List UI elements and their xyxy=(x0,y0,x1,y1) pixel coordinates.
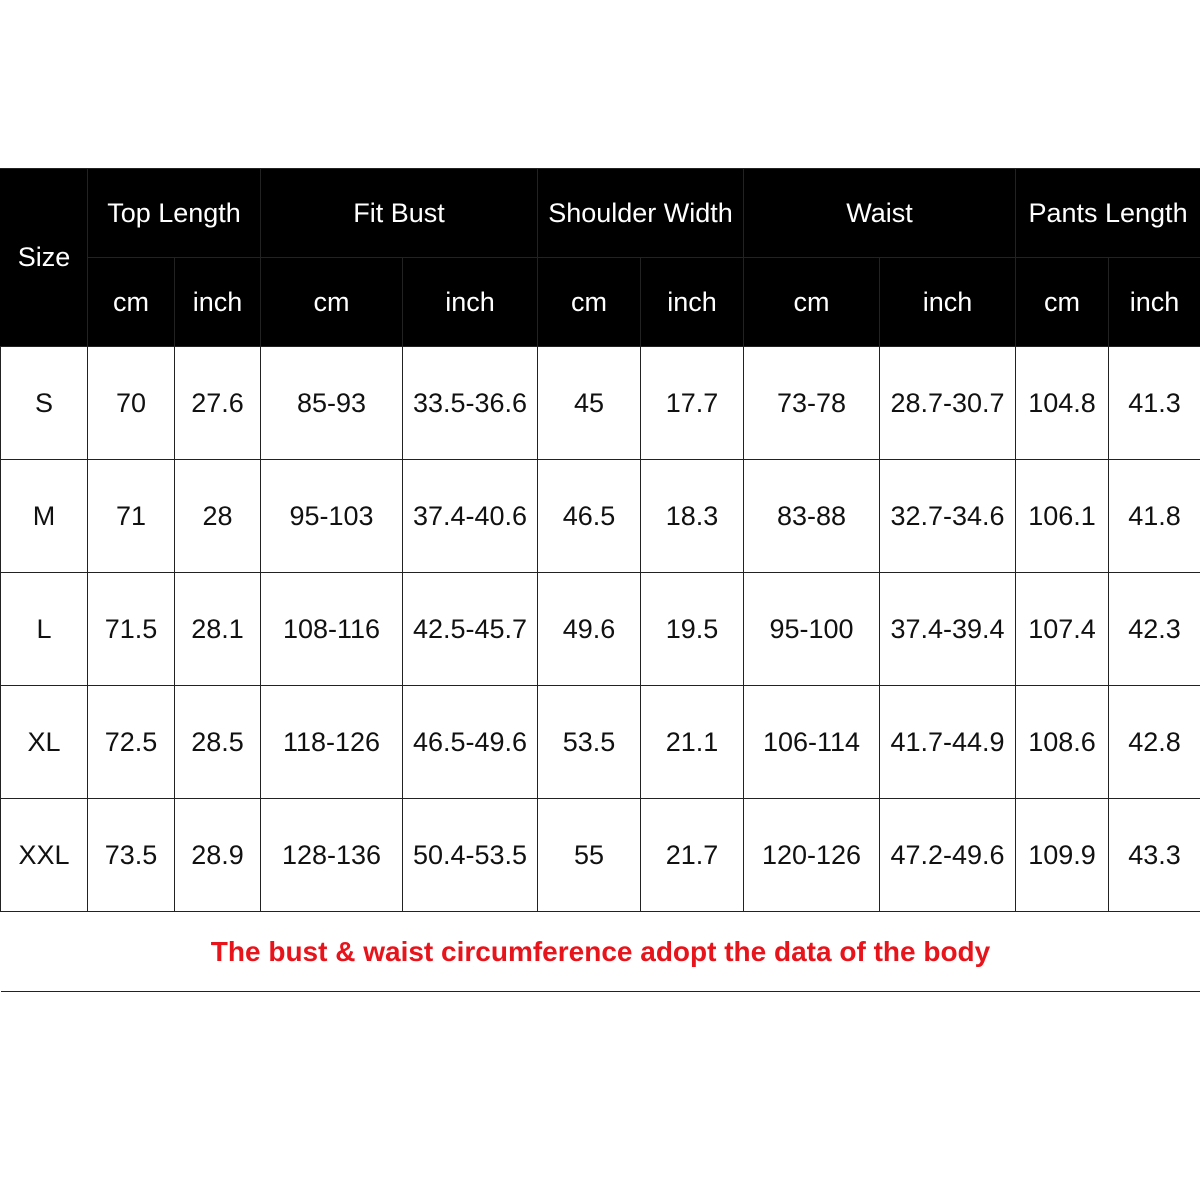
note-row xyxy=(1,912,1200,992)
table-cell: 28.7-30.7 xyxy=(880,347,1016,460)
table-row xyxy=(1,573,1200,686)
table-cell: 53.5 xyxy=(538,686,641,799)
table-cell: 45 xyxy=(538,347,641,460)
table-cell: 28 xyxy=(175,460,261,573)
unit-header-cm: cm xyxy=(1016,258,1109,347)
unit-header-cm: cm xyxy=(88,258,175,347)
size-table xyxy=(0,168,1200,992)
table-cell: 21.1 xyxy=(641,686,744,799)
table-cell: 27.6 xyxy=(175,347,261,460)
group-header-shoulder-width: Shoulder Width xyxy=(538,169,744,258)
table-cell: 46.5 xyxy=(538,460,641,573)
table-cell: 37.4-40.6 xyxy=(403,460,538,573)
table-row xyxy=(1,799,1200,912)
unit-header-inch: inch xyxy=(641,258,744,347)
table-cell: 85-93 xyxy=(261,347,403,460)
table-header xyxy=(1,169,1200,347)
table-cell: 120-126 xyxy=(744,799,880,912)
table-cell: 49.6 xyxy=(538,573,641,686)
size-cell: XXL xyxy=(1,799,88,912)
table-cell: 73.5 xyxy=(88,799,175,912)
table-cell: 17.7 xyxy=(641,347,744,460)
table-cell: 28.9 xyxy=(175,799,261,912)
table-cell: 108-116 xyxy=(261,573,403,686)
group-header-top-length: Top Length xyxy=(88,169,261,258)
table-cell: 55 xyxy=(538,799,641,912)
table-cell: 19.5 xyxy=(641,573,744,686)
unit-header-inch: inch xyxy=(880,258,1016,347)
unit-header-inch: inch xyxy=(175,258,261,347)
table-cell: 72.5 xyxy=(88,686,175,799)
table-cell: 33.5-36.6 xyxy=(403,347,538,460)
measurement-note: The bust & waist circumference adopt the data of the body xyxy=(1,912,1200,992)
header-group-row xyxy=(1,169,1200,258)
table-cell: 28.1 xyxy=(175,573,261,686)
size-column-header: Size xyxy=(1,169,88,347)
header-unit-row xyxy=(1,258,1200,347)
table-cell: 32.7-34.6 xyxy=(880,460,1016,573)
table-cell: 83-88 xyxy=(744,460,880,573)
table-cell: 46.5-49.6 xyxy=(403,686,538,799)
size-cell: L xyxy=(1,573,88,686)
table-cell: 43.3 xyxy=(1109,799,1200,912)
table-row xyxy=(1,347,1200,460)
unit-header-inch: inch xyxy=(403,258,538,347)
group-header-fit-bust: Fit Bust xyxy=(261,169,538,258)
size-cell: XL xyxy=(1,686,88,799)
table-row xyxy=(1,686,1200,799)
table-cell: 106.1 xyxy=(1016,460,1109,573)
table-cell: 41.3 xyxy=(1109,347,1200,460)
group-header-pants-length: Pants Length xyxy=(1016,169,1200,258)
table-body xyxy=(1,347,1200,912)
unit-header-cm: cm xyxy=(261,258,403,347)
table-cell: 28.5 xyxy=(175,686,261,799)
table-cell: 41.8 xyxy=(1109,460,1200,573)
table-cell: 73-78 xyxy=(744,347,880,460)
table-cell: 95-100 xyxy=(744,573,880,686)
table-cell: 108.6 xyxy=(1016,686,1109,799)
unit-header-inch: inch xyxy=(1109,258,1200,347)
table-cell: 109.9 xyxy=(1016,799,1109,912)
table-row xyxy=(1,460,1200,573)
table-cell: 128-136 xyxy=(261,799,403,912)
table-cell: 118-126 xyxy=(261,686,403,799)
table-cell: 42.3 xyxy=(1109,573,1200,686)
table-cell: 42.8 xyxy=(1109,686,1200,799)
table-cell: 37.4-39.4 xyxy=(880,573,1016,686)
unit-header-cm: cm xyxy=(538,258,641,347)
size-cell: M xyxy=(1,460,88,573)
table-cell: 104.8 xyxy=(1016,347,1109,460)
group-header-waist: Waist xyxy=(744,169,1016,258)
unit-header-cm: cm xyxy=(744,258,880,347)
table-cell: 71 xyxy=(88,460,175,573)
table-cell: 41.7-44.9 xyxy=(880,686,1016,799)
table-cell: 106-114 xyxy=(744,686,880,799)
table-cell: 70 xyxy=(88,347,175,460)
table-cell: 47.2-49.6 xyxy=(880,799,1016,912)
table-cell: 42.5-45.7 xyxy=(403,573,538,686)
table-cell: 107.4 xyxy=(1016,573,1109,686)
table-cell: 21.7 xyxy=(641,799,744,912)
table-footer xyxy=(1,912,1200,992)
table-cell: 18.3 xyxy=(641,460,744,573)
size-cell: S xyxy=(1,347,88,460)
table-cell: 71.5 xyxy=(88,573,175,686)
table-cell: 95-103 xyxy=(261,460,403,573)
table-cell: 50.4-53.5 xyxy=(403,799,538,912)
size-chart xyxy=(0,168,1200,992)
